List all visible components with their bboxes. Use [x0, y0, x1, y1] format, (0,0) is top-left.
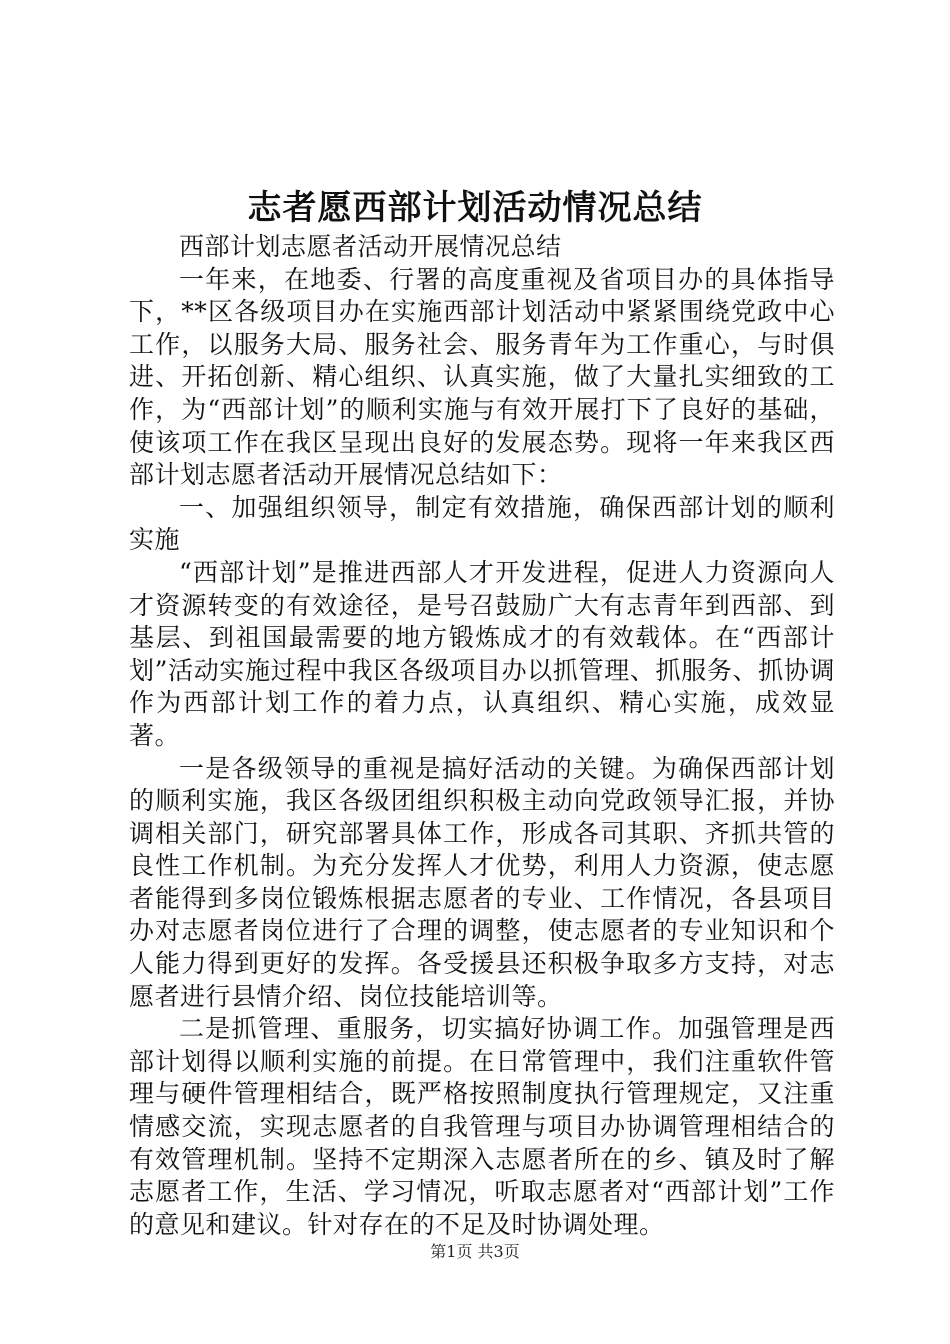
document-title: 志者愿西部计划活动情况总结 [247, 188, 703, 228]
paragraph-point-2: 二是抓管理、重服务，切实搞好协调工作。加强管理是西部计划得以顺利实施的前提。在日常管理中，我们注重软件管理与硬件管理相结合，既严格按照制度执行管理规定，又注重情感交流，实现志愿者的自我管理与项目办协调管理相结合的有效管理机制。坚持不定期深入志愿者所在的乡、镇及时了解志愿者工作，生活、学习情况，听取志愿者对“西部计划”工作的意见和建议。针对存在的不足及时协调处理。 [129, 1014, 835, 1239]
paragraph-section-1: “西部计划”是推进西部人才开发进程，促进人力资源向人才资源转变的有效途径，是号召鼓励广大有志青年到西部、到基层、到祖国最需要的地方锻炼成才的有效载体。在“西部计划”活动实施过程中我区各级项目办以抓管理、抓服务、抓协调作为西部计划工作的着力点，认真组织、精心实施，成效显著。 [129, 557, 835, 750]
paragraph-subtitle: 西部计划志愿者活动开展情况总结 [179, 232, 562, 261]
document-body [129, 231, 835, 1241]
paragraph-intro: 一年来，在地委、行署的高度重视及省项目办的具体指导下，**区各级项目办在实施西部计划活动中紧紧围绕党政中心工作，以服务大局、服务社会、服务青年为工作重心，与时俱进、开拓创新、精心组织、认真实施，做了大量扎实细致的工作，为“西部计划”的顺利实施与有效开展打下了良好的基础，使该项工作在我区呈现出良好的发展态势。现将一年来我区西部计划志愿者活动开展情况总结如下： [129, 264, 835, 490]
section-heading-1: 一、加强组织领导，制定有效措施，确保西部计划的顺利实施 [129, 492, 835, 555]
paragraph-point-1: 一是各级领导的重视是搞好活动的关键。为确保西部计划的顺利实施，我区各级团组织积极主动向党政领导汇报，并协调相关部门，研究部署具体工作，形成各司其职、齐抓共管的良性工作机制。为充分发挥人才优势，利用人力资源，使志愿者能得到多岗位锻炼根据志愿者的专业、工作情况，各县项目办对志愿者岗位进行了合理的调整，使志愿者的专业知识和个人能力得到更好的发挥。各受援县还积极争取多方支持，对志愿者进行县情介绍、岗位技能培训等。 [129, 753, 835, 1011]
page-footer: 第1页 共3页 [430, 1242, 520, 1261]
